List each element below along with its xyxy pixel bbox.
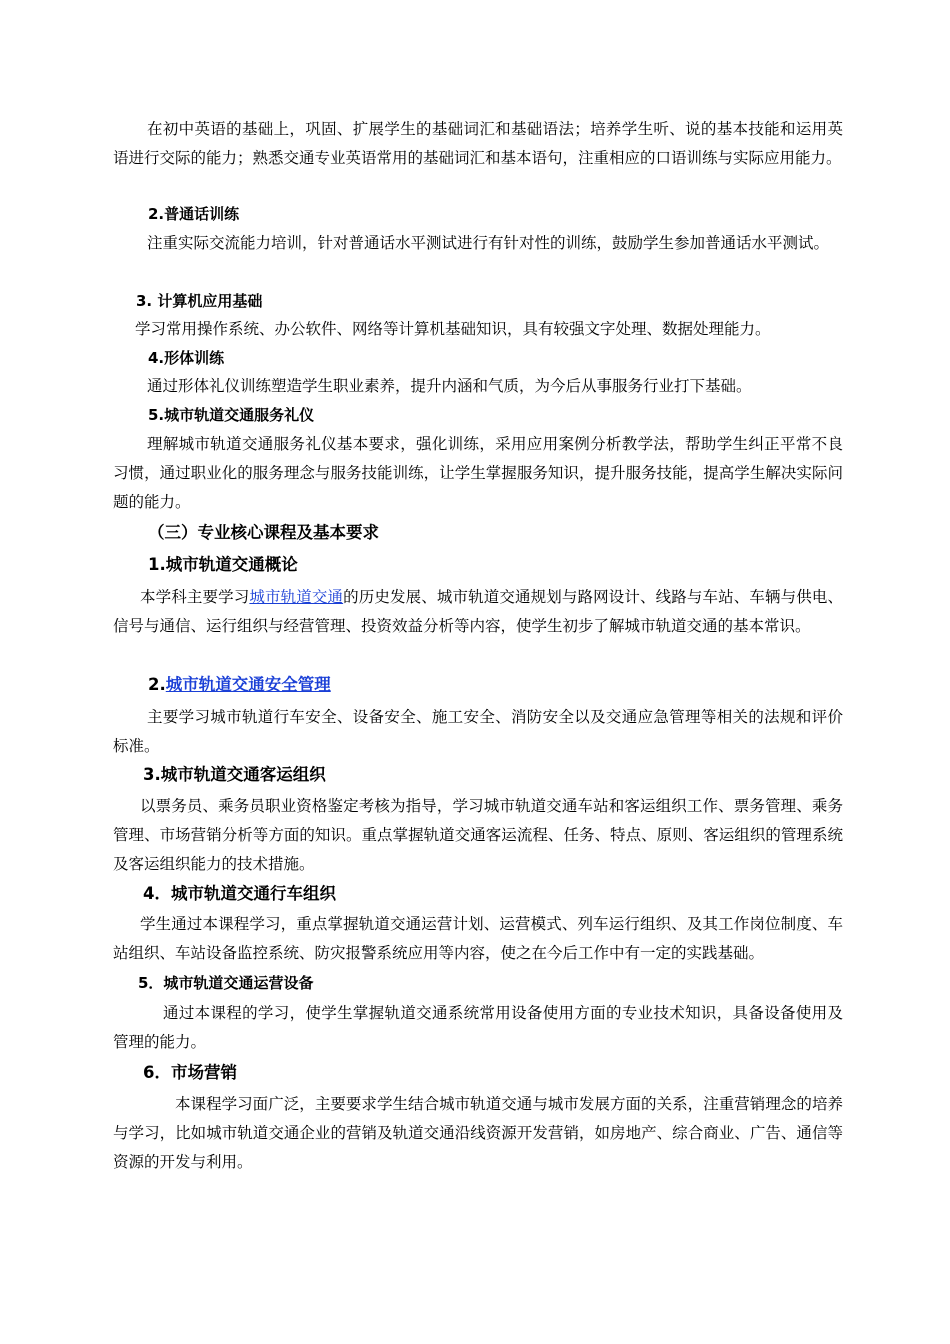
section-3-heading: （三）专业核心课程及基本要求 [148, 523, 379, 542]
computer-heading: 3. 计算机应用基础 [136, 292, 263, 310]
etiquette-paragraph: 理解城市轨道交通服务礼仪基本要求，强化训练，采用应用案例分析教学法，帮助学生纠正平常不良习惯，通过职业化的服务理念与服务技能训练，让学生掌握服务知识，提升服务技能，提高学生解决实际问题的能力。 [113, 435, 843, 511]
safety-heading-number: 2. [148, 675, 166, 694]
intro-text-after: 的历史发展、城市轨道交通规划与路网设计、线路与车站、车辆与供电、信号与通信、运行组织与经营管理、投资效益分析等内容，使学生初步了解城市轨道交通的基本常识。 [113, 588, 843, 635]
safety-course-heading [148, 673, 331, 697]
posture-heading: 4.形体训练 [148, 349, 225, 367]
passenger-course-heading: 3.城市轨道交通客运组织 [143, 765, 326, 784]
marketing-course-paragraph: 本课程学习面广泛，主要要求学生结合城市轨道交通与城市发展方面的关系，注重营销理念的培养与学习，比如城市轨道交通企业的营销及轨道交通沿线资源开发营销，如房地产、综合商业、广告、通信等资源的开发与利用。 [113, 1095, 843, 1171]
intro-course-heading: 1.城市轨道交通概论 [148, 555, 298, 574]
equipment-course-paragraph: 通过本课程的学习，使学生掌握轨道交通系统常用设备使用方面的专业技术知识，具备设备使用及管理的能力。 [113, 1004, 843, 1051]
putonghua-heading: 2.普通话训练 [148, 205, 240, 223]
passenger-course-paragraph: 以票务员、乘务员职业资格鉴定考核为指导，学习城市轨道交通车站和客运组织工作、票务管理、乘务管理、市场营销分析等方面的知识。重点掌握轨道交通客运流程、任务、特点、原则、客运组织的管理系统及客运组织能力的技术措施。 [113, 797, 843, 873]
computer-paragraph: 学习常用操作系统、办公软件、网络等计算机基础知识，具有较强文字处理、数据处理能力。 [135, 320, 771, 338]
safety-management-link[interactable]: 城市轨道交通安全管理 [165, 675, 331, 694]
marketing-course-heading: 6．市场营销 [143, 1063, 237, 1082]
putonghua-paragraph: 注重实际交流能力培训，针对普通话水平测试进行有针对性的训练，鼓励学生参加普通话水平测试。 [147, 234, 830, 252]
train-ops-course-paragraph: 学生通过本课程学习，重点掌握轨道交通运营计划、运营模式、列车运行组织、及其工作岗位制度、车站组织、车站设备监控系统、防灾报警系统应用等内容，使之在今后工作中有一定的实践基础。 [113, 915, 843, 962]
etiquette-heading: 5.城市轨道交通服务礼仪 [148, 406, 315, 424]
equipment-course-heading: 5．城市轨道交通运营设备 [138, 974, 314, 992]
posture-paragraph: 通过形体礼仪训练塑造学生职业素养，提升内涵和气质，为今后从事服务行业打下基础。 [147, 377, 752, 395]
rail-transit-link[interactable]: 城市轨道交通 [249, 588, 344, 606]
safety-course-paragraph: 主要学习城市轨道行车安全、设备安全、施工安全、消防安全以及交通应急管理等相关的法规和评价标准。 [113, 708, 843, 755]
english-course-paragraph: 在初中英语的基础上，巩固、扩展学生的基础词汇和基础语法；培养学生听、说的基本技能和运用英语进行交际的能力；熟悉交通专业英语常用的基础词汇和基本语句，注重相应的口语训练与实际应用能力。 [113, 120, 843, 167]
intro-text-before: 本学科主要学习 [140, 588, 250, 606]
train-ops-course-heading: 4．城市轨道交通行车组织 [143, 884, 336, 903]
intro-course-paragraph [113, 583, 843, 641]
